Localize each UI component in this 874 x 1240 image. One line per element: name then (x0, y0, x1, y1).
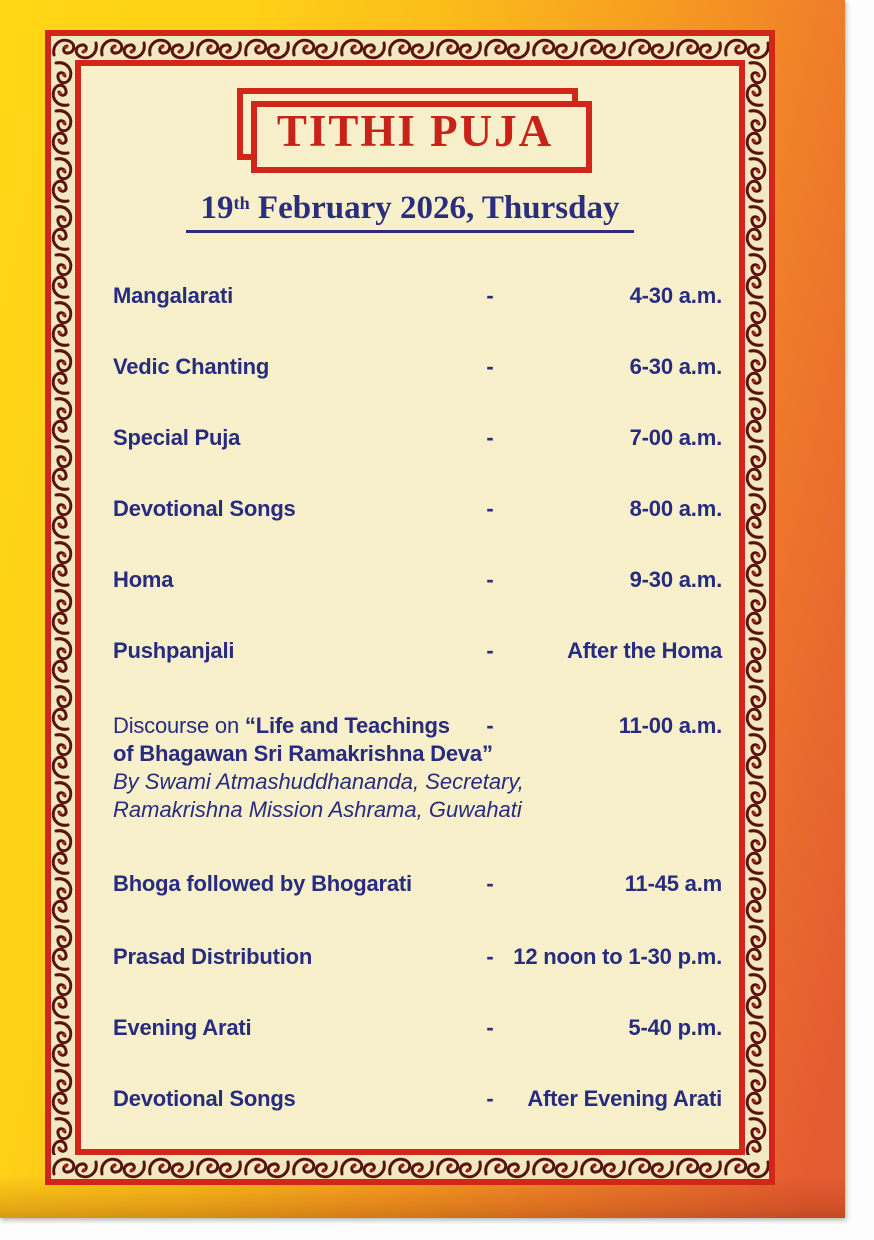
separator-dash: - (486, 567, 494, 592)
event-time: After Evening Arati (527, 1086, 722, 1111)
ornament-border-top (51, 36, 769, 60)
event-label: Mangalarati (113, 283, 234, 308)
discourse-prefix: Discourse on (113, 713, 245, 738)
discourse-line-1 (113, 713, 450, 739)
discourse-title-part1: “Life and Teachings (244, 713, 450, 738)
event-label: Pushpanjali (113, 638, 235, 663)
schedule-row-discourse (113, 713, 722, 829)
event-label: Homa (113, 567, 174, 592)
page-title: TITHI PUJA (276, 106, 554, 156)
schedule-row (113, 638, 722, 664)
schedule-row (113, 425, 722, 451)
schedule-row (113, 283, 722, 309)
discourse-speaker-line-2: Ramakrishna Mission Ashrama, Guwahati (113, 797, 522, 822)
event-label: Devotional Songs (113, 1086, 296, 1111)
separator-dash: - (486, 871, 494, 896)
separator-dash: - (486, 713, 494, 738)
discourse-speaker-line-1: By Swami Atmashuddhananda, Secretary, (113, 769, 524, 794)
schedule-row (113, 1086, 722, 1112)
ornament-border-left (51, 60, 75, 1155)
title-box (237, 88, 593, 174)
separator-dash: - (486, 638, 494, 663)
separator-dash: - (486, 1015, 494, 1040)
event-time: 8-00 a.m. (629, 496, 722, 521)
event-date-text (186, 190, 635, 233)
event-time: 12 noon to 1-30 p.m. (513, 944, 722, 969)
schedule-row (113, 871, 722, 897)
separator-dash: - (486, 354, 494, 379)
separator-dash: - (486, 1086, 494, 1111)
event-date (81, 190, 739, 233)
separator-dash: - (486, 944, 494, 969)
ornament-border-right (745, 60, 769, 1155)
schedule-row (113, 944, 722, 970)
event-label: Special Puja (113, 425, 241, 450)
schedule-row (113, 496, 722, 522)
discourse-line-2: of Bhagawan Sri Ramakrishna Deva” (113, 741, 493, 766)
event-label: Evening Arati (113, 1015, 252, 1040)
schedule-row (113, 354, 722, 380)
date-rest: February 2026, Thursday (249, 190, 620, 226)
schedule-row (113, 567, 722, 593)
event-label: Devotional Songs (113, 496, 296, 521)
event-label: Bhoga followed by Bhogarati (113, 871, 412, 896)
event-time: 7-00 a.m. (629, 425, 722, 450)
event-time: After the Homa (567, 638, 722, 663)
event-time: 9-30 a.m. (629, 567, 722, 592)
schedule-row (113, 1015, 722, 1041)
event-time: 11-45 a.m (624, 871, 722, 896)
date-day: 19 (200, 190, 234, 226)
event-time: 6-30 a.m. (629, 354, 722, 379)
separator-dash: - (486, 425, 494, 450)
date-ordinal: th (233, 192, 250, 213)
event-time: 11-00 a.m. (618, 713, 722, 738)
event-label: Prasad Distribution (113, 944, 313, 969)
separator-dash: - (486, 496, 494, 521)
event-label: Vedic Chanting (113, 354, 270, 379)
ornament-border-bottom (51, 1155, 769, 1179)
event-time: 4-30 a.m. (629, 283, 722, 308)
event-time: 5-40 p.m. (628, 1015, 722, 1040)
separator-dash: - (486, 283, 494, 308)
